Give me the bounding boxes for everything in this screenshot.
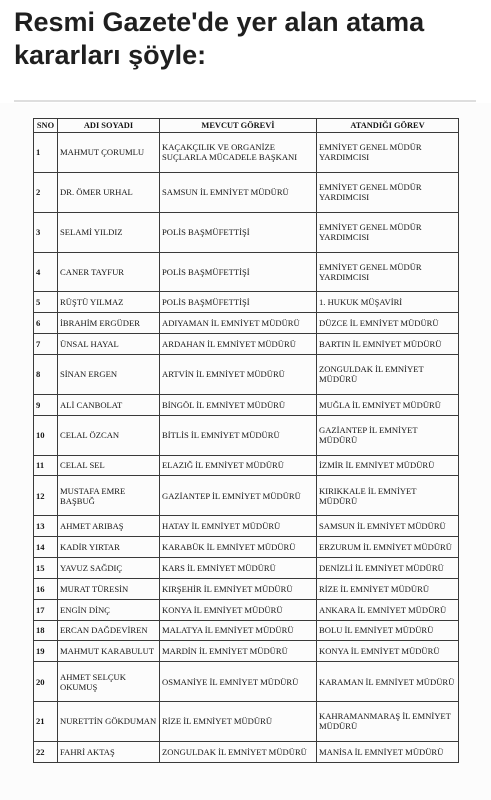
- row-number: 12: [34, 476, 58, 516]
- person-name: CELAL ÖZCAN: [58, 415, 160, 455]
- row-number: 21: [34, 702, 58, 742]
- column-header-current-position: MEVCUT GÖREVİ: [160, 119, 317, 133]
- row-number: 8: [34, 354, 58, 394]
- person-name: ÜNSAL HAYAL: [58, 334, 160, 355]
- table-row: [34, 252, 459, 292]
- person-name: ENGİN DİNÇ: [58, 599, 160, 620]
- current-position: SAMSUN İL EMNİYET MÜDÜRÜ: [160, 172, 317, 212]
- current-position: KIRŞEHİR İL EMNİYET MÜDÜRÜ: [160, 578, 317, 599]
- new-position: BARTIN İL EMNİYET MÜDÜRÜ: [317, 334, 459, 355]
- new-position: KARAMAN İL EMNİYET MÜDÜRÜ: [317, 662, 459, 702]
- table-row: [34, 662, 459, 702]
- new-position: DÜZCE İL EMNİYET MÜDÜRÜ: [317, 313, 459, 334]
- row-number: 16: [34, 578, 58, 599]
- row-number: 11: [34, 455, 58, 476]
- current-position: ELAZIĞ İL EMNİYET MÜDÜRÜ: [160, 455, 317, 476]
- new-position: EMNİYET GENEL MÜDÜR YARDIMCISI: [317, 133, 459, 173]
- current-position: ZONGULDAK İL EMNİYET MÜDÜRÜ: [160, 741, 317, 762]
- current-position: ARTVİN İL EMNİYET MÜDÜRÜ: [160, 354, 317, 394]
- table-row: [34, 354, 459, 394]
- current-position: POLİS BAŞMÜFETTİŞİ: [160, 212, 317, 252]
- current-position: KARS İL EMNİYET MÜDÜRÜ: [160, 557, 317, 578]
- row-number: 4: [34, 252, 58, 292]
- current-position: RİZE İL EMNİYET MÜDÜRÜ: [160, 702, 317, 742]
- person-name: İBRAHİM ERGÜDER: [58, 313, 160, 334]
- person-name: FAHRİ AKTAŞ: [58, 741, 160, 762]
- current-position: KAÇAKÇILIK VE ORGANİZE SUÇLARLA MÜCADELE BAŞKANI: [160, 133, 317, 173]
- table-row: [34, 212, 459, 252]
- row-number: 1: [34, 133, 58, 173]
- table-body: [34, 133, 459, 763]
- person-name: ALİ CANBOLAT: [58, 394, 160, 415]
- new-position: KAHRAMANMARAŞ İL EMNİYET MÜDÜRÜ: [317, 702, 459, 742]
- person-name: CELAL SEL: [58, 455, 160, 476]
- row-number: 7: [34, 334, 58, 355]
- person-name: MURAT TÜRESİN: [58, 578, 160, 599]
- new-position: KONYA İL EMNİYET MÜDÜRÜ: [317, 641, 459, 662]
- current-position: KARABÜK İL EMNİYET MÜDÜRÜ: [160, 537, 317, 558]
- column-header-sno: SNO: [34, 119, 58, 133]
- row-number: 9: [34, 394, 58, 415]
- row-number: 13: [34, 516, 58, 537]
- row-number: 6: [34, 313, 58, 334]
- column-header-name: ADI SOYADI: [58, 119, 160, 133]
- person-name: YAVUZ SAĞDIÇ: [58, 557, 160, 578]
- new-position: ERZURUM İL EMNİYET MÜDÜRÜ: [317, 537, 459, 558]
- current-position: GAZİANTEP İL EMNİYET MÜDÜRÜ: [160, 476, 317, 516]
- new-position: ZONGULDAK İL EMNİYET MÜDÜRÜ: [317, 354, 459, 394]
- appointments-table: [33, 118, 459, 763]
- document-image: [0, 103, 491, 800]
- current-position: BİNGÖL İL EMNİYET MÜDÜRÜ: [160, 394, 317, 415]
- table-row: [34, 394, 459, 415]
- person-name: KADİR YIRTAR: [58, 537, 160, 558]
- table-row: [34, 516, 459, 537]
- person-name: MUSTAFA EMRE BAŞBUĞ: [58, 476, 160, 516]
- current-position: POLİS BAŞMÜFETTİŞİ: [160, 252, 317, 292]
- row-number: 19: [34, 641, 58, 662]
- new-position: GAZİANTEP İL EMNİYET MÜDÜRÜ: [317, 415, 459, 455]
- table-row: [34, 313, 459, 334]
- table-row: [34, 578, 459, 599]
- new-position: KIRIKKALE İL EMNİYET MÜDÜRÜ: [317, 476, 459, 516]
- current-position: HATAY İL EMNİYET MÜDÜRÜ: [160, 516, 317, 537]
- table-row: [34, 455, 459, 476]
- current-position: KONYA İL EMNİYET MÜDÜRÜ: [160, 599, 317, 620]
- table-header-row: [34, 119, 459, 133]
- table-row: [34, 741, 459, 762]
- row-number: 2: [34, 172, 58, 212]
- new-position: MANİSA İL EMNİYET MÜDÜRÜ: [317, 741, 459, 762]
- current-position: ADIYAMAN İL EMNİYET MÜDÜRÜ: [160, 313, 317, 334]
- new-position: EMNİYET GENEL MÜDÜR YARDIMCISI: [317, 252, 459, 292]
- new-position: İZMİR İL EMNİYET MÜDÜRÜ: [317, 455, 459, 476]
- row-number: 14: [34, 537, 58, 558]
- table-row: [34, 557, 459, 578]
- row-number: 20: [34, 662, 58, 702]
- new-position: BOLU İL EMNİYET MÜDÜRÜ: [317, 620, 459, 641]
- table-row: [34, 172, 459, 212]
- new-position: MUĞLA İL EMNİYET MÜDÜRÜ: [317, 394, 459, 415]
- new-position: DENİZLİ İL EMNİYET MÜDÜRÜ: [317, 557, 459, 578]
- table-row: [34, 476, 459, 516]
- table-row: [34, 620, 459, 641]
- new-position: 1. HUKUK MÜŞAVİRİ: [317, 292, 459, 313]
- row-number: 18: [34, 620, 58, 641]
- row-number: 17: [34, 599, 58, 620]
- person-name: MAHMUT ÇORUMLU: [58, 133, 160, 173]
- new-position: EMNİYET GENEL MÜDÜR YARDIMCISI: [317, 212, 459, 252]
- row-number: 3: [34, 212, 58, 252]
- table-row: [34, 334, 459, 355]
- new-position: SAMSUN İL EMNİYET MÜDÜRÜ: [317, 516, 459, 537]
- table-row: [34, 641, 459, 662]
- person-name: ERCAN DAĞDEVİREN: [58, 620, 160, 641]
- person-name: DR. ÖMER URHAL: [58, 172, 160, 212]
- person-name: SİNAN ERGEN: [58, 354, 160, 394]
- table-row: [34, 415, 459, 455]
- person-name: RÜŞTÜ YILMAZ: [58, 292, 160, 313]
- current-position: POLİS BAŞMÜFETTİŞİ: [160, 292, 317, 313]
- table-row: [34, 133, 459, 173]
- row-number: 22: [34, 741, 58, 762]
- new-position: RİZE İL EMNİYET MÜDÜRÜ: [317, 578, 459, 599]
- table-row: [34, 599, 459, 620]
- table-row: [34, 702, 459, 742]
- table-row: [34, 537, 459, 558]
- current-position: ARDAHAN İL EMNİYET MÜDÜRÜ: [160, 334, 317, 355]
- article-headline: Resmi Gazete'de yer alan atama kararları şöyle:: [14, 7, 425, 70]
- person-name: NURETTİN GÖKDUMAN: [58, 702, 160, 742]
- column-header-new-position: ATANDIĞI GÖREV: [317, 119, 459, 133]
- row-number: 15: [34, 557, 58, 578]
- row-number: 10: [34, 415, 58, 455]
- person-name: SELAMİ YILDIZ: [58, 212, 160, 252]
- new-position: EMNİYET GENEL MÜDÜR YARDIMCISI: [317, 172, 459, 212]
- row-number: 5: [34, 292, 58, 313]
- person-name: AHMET SELÇUK OKUMUŞ: [58, 662, 160, 702]
- current-position: BİTLİS İL EMNİYET MÜDÜRÜ: [160, 415, 317, 455]
- person-name: AHMET ARIBAŞ: [58, 516, 160, 537]
- person-name: MAHMUT KARABULUT: [58, 641, 160, 662]
- person-name: CANER TAYFUR: [58, 252, 160, 292]
- current-position: MALATYA İL EMNİYET MÜDÜRÜ: [160, 620, 317, 641]
- current-position: MARDİN İL EMNİYET MÜDÜRÜ: [160, 641, 317, 662]
- current-position: OSMANİYE İL EMNİYET MÜDÜRÜ: [160, 662, 317, 702]
- new-position: ANKARA İL EMNİYET MÜDÜRÜ: [317, 599, 459, 620]
- table-row: [34, 292, 459, 313]
- header-divider: [14, 100, 476, 102]
